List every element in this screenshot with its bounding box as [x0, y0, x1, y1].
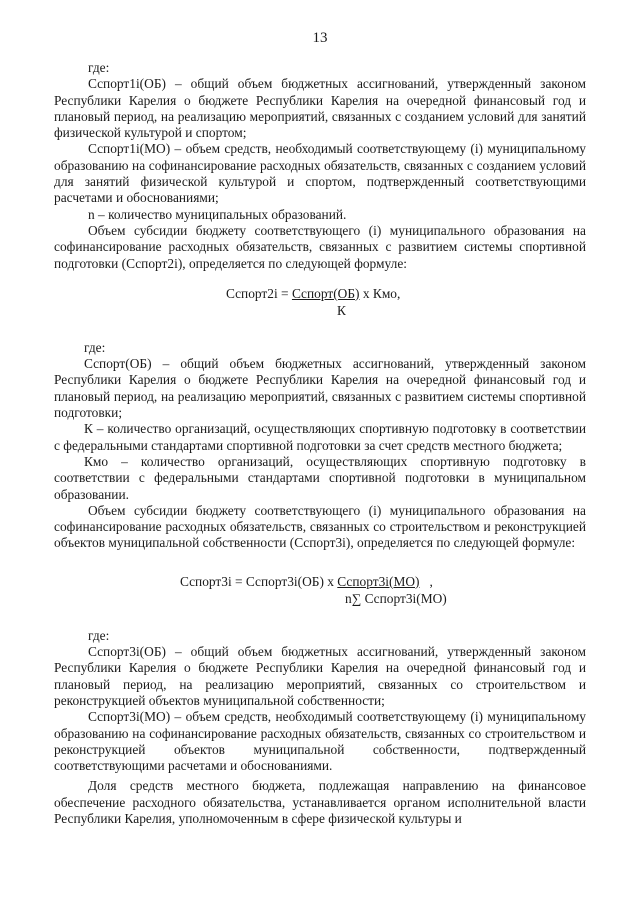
formula-sport3 — [54, 574, 586, 614]
definition-sport3-mo: Сспорт3i(МО) – объем средств, необходимый соответствующему (i) муниципальному образованию на софинансирование расходных обязательств, связанных со строительством и реконструкцией объектов муниципальной собственности, подтвержденный соответствующими расчетами и обоснованиями. — [54, 709, 586, 774]
definition-sport-ob: Сспорт(ОБ) – общий объем бюджетных ассигнований, утвержденный законом Республики Карелия о бюджете Республики Карелия на очередной финансовый год и плановый период, на реализацию мероприятий, связанных с развитием системы спортивной подготовки; — [54, 356, 586, 421]
formula-sport2-numerator: Сспорт(ОБ) — [291, 285, 360, 301]
formula-sport2-rest: х Кмо, — [359, 285, 401, 301]
definition-sport1-mo: Сспорт1i(МО) – объем средств, необходимый соответствующему (i) муниципальному образованию на софинансирование расходных обязательств, связанных с созданием условий для занятий физической культурой и спортом, подтвержденный соответствующими расчетами и обоснованиями; — [54, 141, 586, 206]
definition-sport1-ob: Сспорт1i(ОБ) – общий объем бюджетных ассигнований, утвержденный законом Республики Карелия о бюджете Республики Карелия на очередной финансовый год и плановый период, на реализацию мероприятий, связанных с созданием условий для занятий физической культурой и спортом; — [54, 76, 586, 141]
formula-sport2-denominator: К — [337, 302, 346, 318]
page-number: 13 — [312, 30, 328, 46]
definition-k: К – количество организаций, осуществляющих спортивную подготовку в соответствии с федеральными стандартами спортивной подготовки за счет средств местного бюджета; — [54, 421, 586, 453]
paragraph-subsidy-sport3: Объем субсидии бюджету соответствующего (i) муниципального образования на софинансирование расходных обязательств, связанных со строительством и реконструкцией объектов муниципальной собственности (Сспорт3i), определяется по следующей формуле: — [54, 502, 586, 551]
where-label: где: — [88, 627, 110, 643]
definition-sport3-ob: Сспорт3i(ОБ) – общий объем бюджетных ассигнований, утвержденный законом Республики Карелия о бюджете Республики Карелия на очередной финансовый год и плановый период, на реализацию мероприятий, связанных со строительством и реконструкцией объектов муниципальной собственности; — [54, 644, 586, 708]
formula-sport2-lhs: Сспорт2i = — [226, 285, 292, 301]
formula-sport3-comma: , — [419, 573, 433, 589]
where-label: где: — [88, 60, 110, 75]
definition-n: n – количество муниципальных образований. — [88, 206, 347, 222]
where-label: где: — [84, 339, 106, 355]
formula-sport3-numerator: Сспорт3i(МО) — [337, 573, 420, 589]
paragraph-local-budget-share: Доля средств местного бюджета, подлежащая направлению на финансовое обеспечение расходного обязательства, устанавливается органом исполнительной власти Республики Карелия, уполномоченным в сфере физической культуры и — [54, 778, 586, 826]
formula-sport3-denominator: n∑ Сспорт3i(МО) — [345, 590, 447, 606]
document-body — [54, 60, 586, 827]
formula-sport2 — [54, 286, 586, 326]
paragraph-subsidy-sport2: Объем субсидии бюджету соответствующего (i) муниципального образования на софинансирование расходных обязательств, связанных с развитием системы спортивной подготовки (Сспорт2i), определяется по следующей формуле: — [54, 222, 586, 271]
definition-kmo: Кмо – количество организаций, осуществляющих спортивную подготовку в соответствии с федеральными стандартами спортивной подготовки в муниципальном образовании. — [54, 453, 586, 502]
formula-sport3-lhs: Сспорт3i = Сспорт3i(ОБ) х — [180, 573, 338, 589]
